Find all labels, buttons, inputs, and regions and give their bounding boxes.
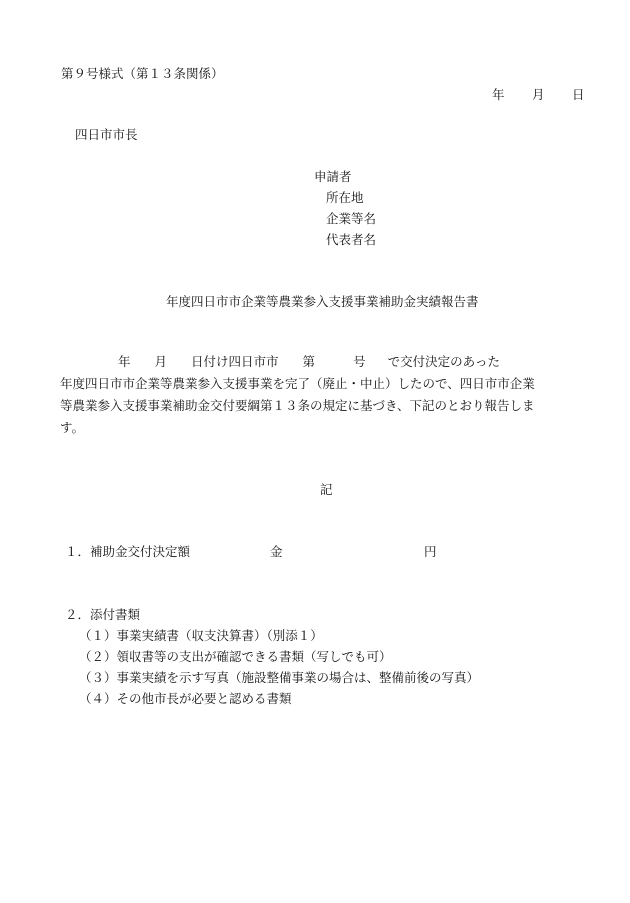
body-month-label: 月: [154, 354, 168, 369]
form-number: 第９号様式（第１３条関係）: [61, 66, 224, 81]
applicant-representative-label: 代表者名: [326, 232, 377, 247]
applicant-heading: 申請者: [314, 169, 352, 184]
attachment-item: （４）その他市長が必要と認める書類: [79, 691, 292, 706]
body-dated-text: 日付け四日市市: [191, 354, 279, 369]
date-day-label: 日: [572, 87, 585, 102]
addressee: 四日市市長: [75, 127, 138, 142]
item1-kin-label: 金: [270, 544, 283, 559]
item1-label: １．補助金交付決定額: [65, 544, 191, 559]
body-line-1: [60, 351, 580, 373]
applicant-address-label: 所在地: [326, 190, 364, 205]
attachment-item: （２）領収書等の支出が確認できる書類（写しでも可）: [79, 649, 392, 664]
date-year-label: 年: [492, 87, 505, 102]
body-year-label: 年: [118, 354, 131, 369]
document-title: 年度四日市市企業等農業参入支援事業補助金実績報告書: [166, 294, 479, 309]
body-dai-label: 第: [302, 354, 316, 369]
body-paragraph: [60, 351, 580, 439]
attachment-item: （３）事業実績を示す写真（施設整備事業の場合は、整備前後の写真）: [79, 670, 480, 685]
item2-label: ２．添付書類: [65, 607, 141, 622]
date-month-label: 月: [532, 87, 545, 102]
ki-heading: 記: [320, 482, 333, 497]
item1-en-label: 円: [424, 544, 437, 559]
body-line-4: す。: [60, 420, 85, 435]
body-line1-tail: で交付決定のあった: [387, 354, 500, 369]
body-go-label: 号: [353, 354, 366, 369]
body-line-2: 年度四日市市企業等農業参入支援事業を完了（廃止・中止）したので、四日市市企業: [60, 376, 535, 391]
body-line-3: 等農業参入支援事業補助金交付要綱第１３条の規定に基づき、下記のとおり報告しま: [60, 398, 535, 413]
attachment-item: （１）事業実績書（収支決算書）（別添１）: [79, 628, 323, 643]
applicant-company-label: 企業等名: [326, 211, 377, 226]
